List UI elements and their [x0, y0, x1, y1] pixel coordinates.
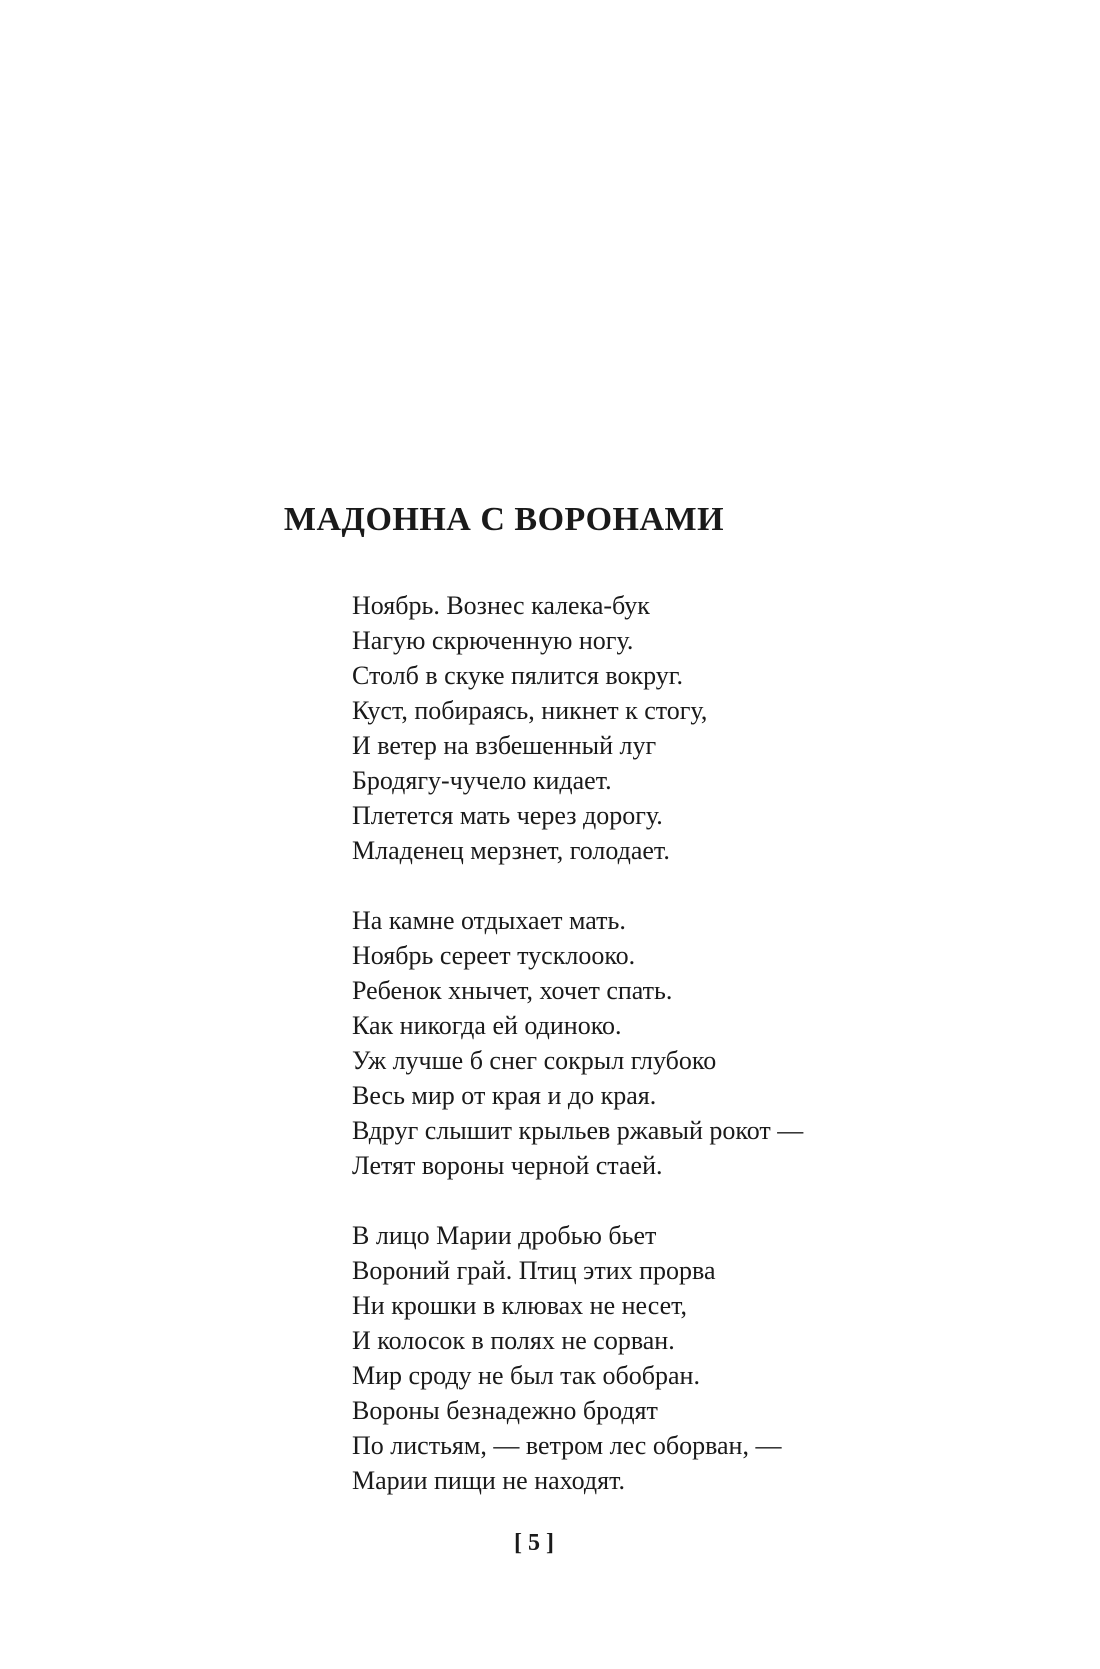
- poem-line: Бродягу-чучело кидает.: [352, 766, 612, 795]
- poem-line: Мир сроду не был так обобран.: [352, 1361, 700, 1390]
- poem-title-text: МАДОННА С ВОРОНАМИ: [283, 501, 725, 538]
- poem-line: Нагую скрюченную ногу.: [352, 626, 634, 655]
- poem-line: И колосок в полях не сорван.: [352, 1326, 675, 1355]
- poem-line: Весь мир от края и до края.: [352, 1081, 657, 1110]
- stanza-1: [352, 588, 972, 868]
- poem-line: На камне отдыхает мать.: [352, 906, 626, 935]
- poem-title: [0, 500, 1100, 540]
- poem-line: И ветер на взбешенный луг: [352, 731, 657, 760]
- poem-line: Ноябрь сереет тусклооко.: [352, 941, 636, 970]
- poem-line: Вороний грай. Птиц этих прорва: [352, 1256, 716, 1285]
- stanza-3: [352, 1218, 972, 1498]
- poem-line: Ребенок хнычет, хочет спать.: [352, 976, 673, 1005]
- poem-line: Столб в скуке пялится вокруг.: [352, 661, 684, 690]
- poem-line: Плетется мать через дорогу.: [352, 801, 663, 830]
- poem-line: В лицо Марии дробью бьет: [352, 1221, 657, 1250]
- poem-line: Вдруг слышит крыльев ржавый рокот —: [352, 1116, 804, 1145]
- page-number: [0, 1528, 1100, 1558]
- page-number-text: [ 5 ]: [514, 1530, 554, 1556]
- poem-line: Вороны безнадежно бродят: [352, 1396, 658, 1425]
- poem-line: Как никогда ей одиноко.: [352, 1011, 622, 1040]
- stanza-2: [352, 903, 972, 1183]
- poem-line: Уж лучше б снег сокрыл глубоко: [352, 1046, 717, 1075]
- poem-line: По листьям, — ветром лес оборван, —: [352, 1431, 782, 1460]
- poem-line: Летят вороны черной стаей.: [352, 1151, 663, 1180]
- poem-line: Ни крошки в клювах не несет,: [352, 1291, 688, 1320]
- poem-body: [352, 588, 972, 1533]
- poem-line: Младенец мерзнет, голодает.: [352, 836, 670, 865]
- poem-line: Ноябрь. Вознес калека-бук: [352, 591, 650, 620]
- poem-line: Куст, побираясь, никнет к стогу,: [352, 696, 708, 725]
- poem-line: Марии пищи не находят.: [352, 1466, 626, 1495]
